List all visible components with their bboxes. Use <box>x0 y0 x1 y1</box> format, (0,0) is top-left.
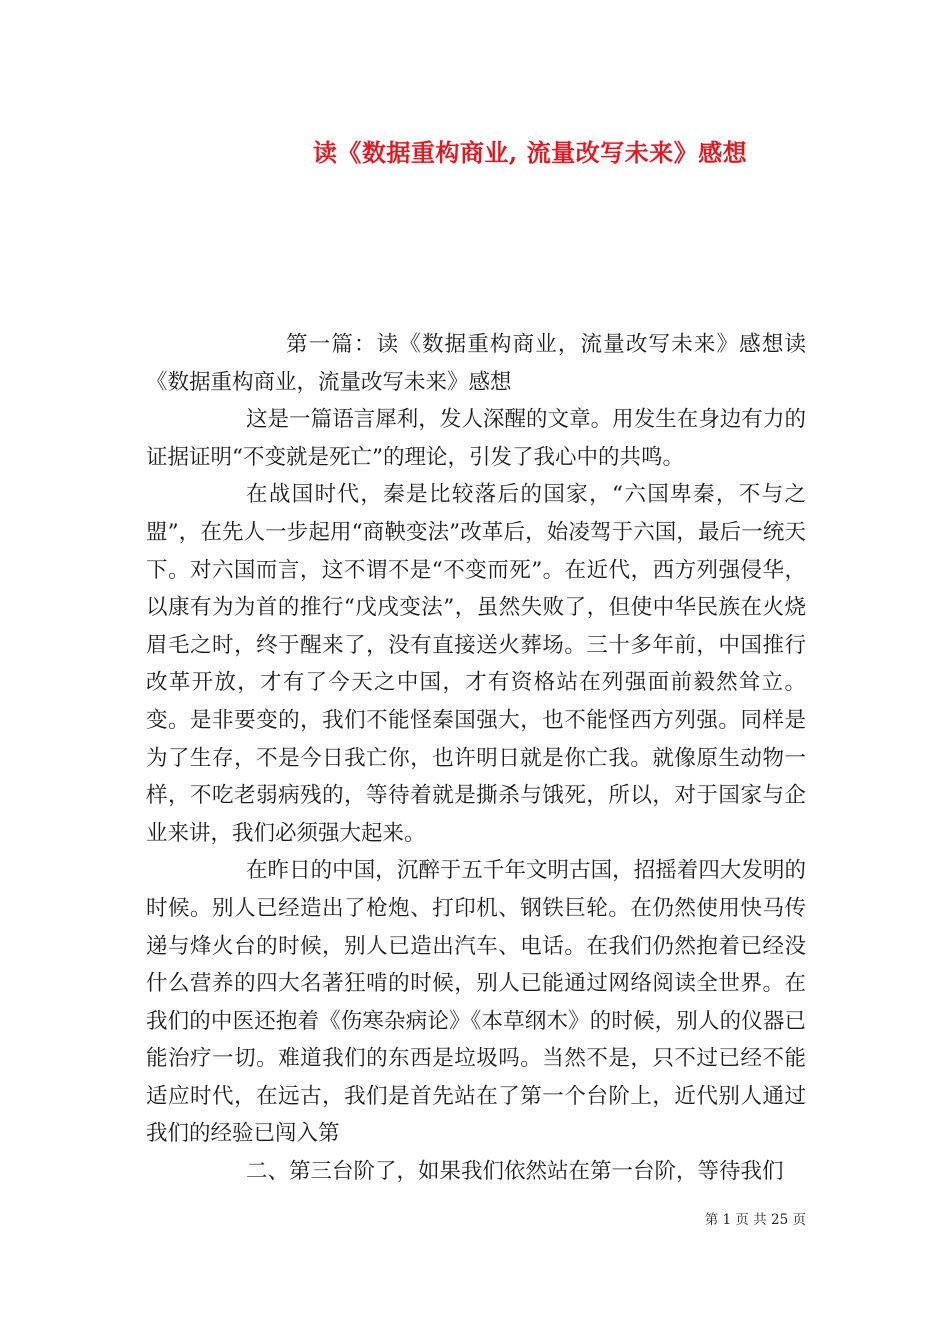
document-title: 读《数据重构商业, 流量改写未来》感想 <box>312 138 748 167</box>
paragraph-2: 这是一篇语言犀利，发人深醒的文章。用发生在身边有力的证据证明“不变就是死亡”的理论，引发了我心中的共鸣。 <box>146 407 806 470</box>
page-number: 第 1 页 共 25 页 <box>704 1212 806 1228</box>
paragraph-1: 第一篇：读《数据重构商业，流量改写未来》感想读《数据重构商业，流量改写未来》感想 <box>146 332 806 395</box>
paragraph-5: 二、第三台阶了，如果我们依然站在第一台阶，等待我们 <box>246 1159 784 1185</box>
document-body <box>146 326 806 1191</box>
paragraph-3: 在战国时代，秦是比较落后的国家，“六国卑秦，不与之盟”，在先人一步起用“商鞅变法”改革后，始凌驾于六国，最后一统天下。对六国而言，这不谓不是“不变而死”。在近代，西方列强侵华，以康有为为首的推行“戊戌变法”，虽然失败了，但使中华民族在火烧眉毛之时，终于醒来了，没有直接送火葬场。三十多年前，中国推行改革开放，才有了今天之中国，才有资格站在列强面前毅然耸立。变。是非要变的，我们不能怪秦国强大，也不能怪西方列强。同样是为了生存，不是今日我亡你，也许明日就是你亡我。就像原生动物一样，不吃老弱病残的，等待着就是撕杀与饿死，所以，对于国家与企业来讲，我们必须强大起来。 <box>146 482 806 846</box>
paragraph-4: 在昨日的中国，沉醉于五千年文明古国，招摇着四大发明的时候。别人已经造出了枪炮、打印机、钢铁巨轮。在仍然使用快马传递与烽火台的时候，别人已造出汽车、电话。在我们仍然抱着已经没什么营养的四大名著狂啃的时候，别人已能通过网络阅读全世界。在我们的中医还抱着《伤寒杂病论》《本草纲木》的时候，别人的仪器已能治疗一切。难道我们的东西是垃圾吗。当然不是，只不过已经不能适应时代，在远古，我们是首先站在了第一个台阶上，近代别人通过我们的经验已闯入第 <box>146 858 806 1147</box>
